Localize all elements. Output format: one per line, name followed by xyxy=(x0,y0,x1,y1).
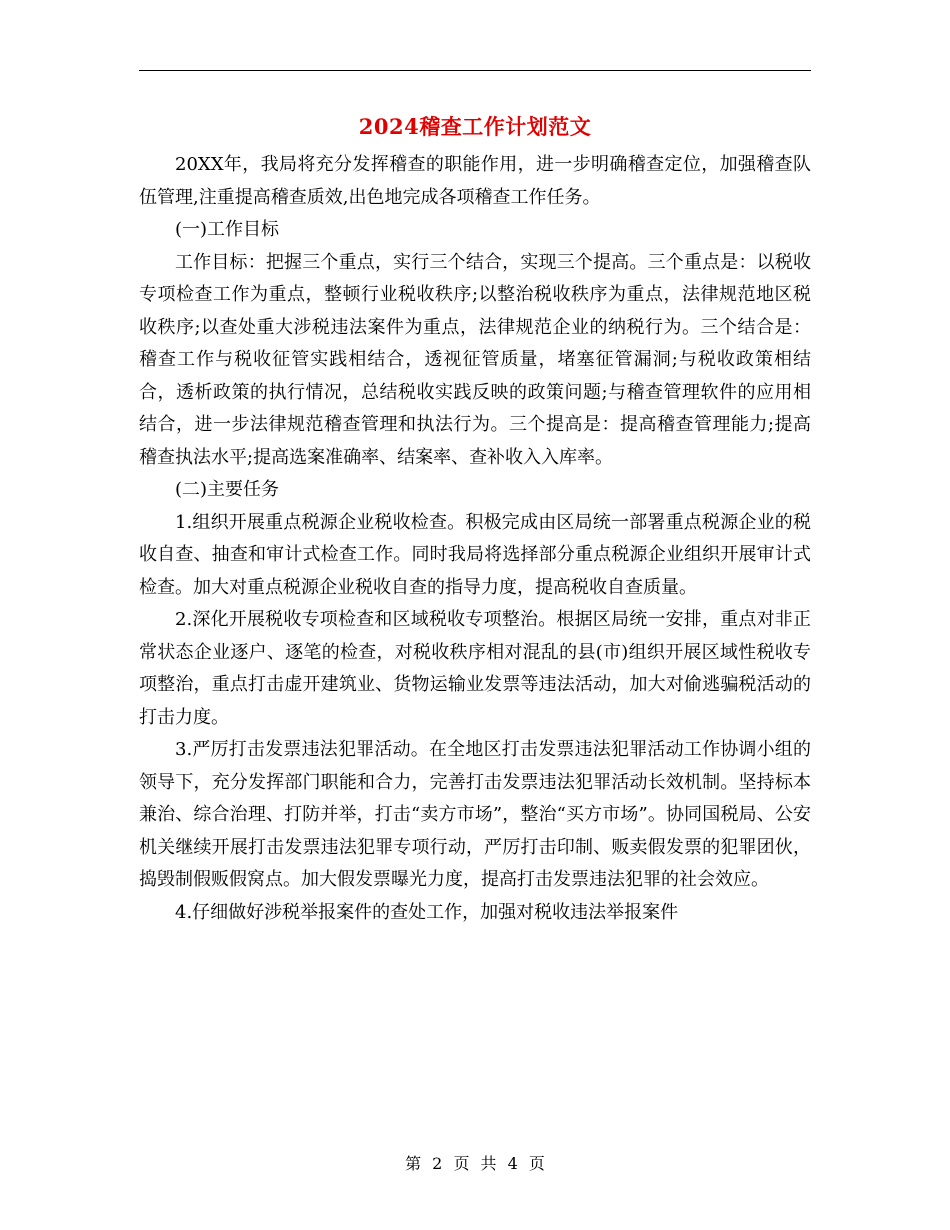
document-title: 2024稽查工作计划范文 xyxy=(358,114,592,139)
paragraph-goals: 工作目标：把握三个重点，实行三个结合，实现三个提高。三个重点是：以税收专项检查工作为重点，整顿行业税收秩序;以整治税收秩序为重点，法律规范地区税收秩序;以查处重大涉税违法案件为重点，法律规范企业的纳税行为。三个结合是：稽查工作与税收征管实践相结合，透视征管质量，堵塞征管漏洞;与税收政策相结合，透析政策的执行情况，总结税收实践反映的政策问题;与稽查管理软件的应用相结合，进一步法律规范稽查管理和执法行为。三个提高是：提高稽查管理能力;提高稽查执法水平;提高选案准确率、结案率、查补收入入库率。 xyxy=(139,251,811,468)
header-rule xyxy=(139,70,811,71)
paragraph-intro: 20XX年，我局将充分发挥稽查的职能作用，进一步明确稽查定位，加强稽查队伍管理,注重提高稽查质效,出色地完成各项稽查工作任务。 xyxy=(139,154,811,208)
document-body xyxy=(139,149,811,929)
section-heading-tasks: (二)主要任务 xyxy=(175,479,280,500)
page-number: 第 2 页 共 4 页 xyxy=(405,1154,545,1173)
paragraph-task-3: 3.严厉打击发票违法犯罪活动。在全地区打击发票违法犯罪活动工作协调小组的领导下，充分发挥部门职能和合力，完善打击发票违法犯罪活动长效机制。坚持标本兼治、综合治理、打防并举，打击“卖方市场”，整治“买方市场”。协同国税局、公安机关继续开展打击发票违法犯罪专项行动，严厉打击印制、贩卖假发票的犯罪团伙，捣毁制假贩假窝点。加大假发票曝光力度，提高打击发票违法犯罪的社会效应。 xyxy=(139,739,811,890)
paragraph-task-1: 1.组织开展重点税源企业税收检查。积极完成由区局统一部署重点税源企业的税收自查、抽查和审计式检查工作。同时我局将选择部分重点税源企业组织开展审计式检查。加大对重点税源企业税收自查的指导力度，提高税收自查质量。 xyxy=(139,511,811,598)
paragraph-task-2: 2.深化开展税收专项检查和区域税收专项整治。根据区局统一安排，重点对非正常状态企业逐户、逐笔的检查，对税收秩序相对混乱的县(市)组织开展区域性税收专项整治，重点打击虚开建筑业、货物运输业发票等违法活动，加大对偷逃骗税活动的打击力度。 xyxy=(139,609,811,728)
paragraph-task-4: 4.仔细做好涉税举报案件的查处工作，加强对税收违法举报案件 xyxy=(175,901,679,923)
section-heading-goals: (一)工作目标 xyxy=(175,219,280,240)
